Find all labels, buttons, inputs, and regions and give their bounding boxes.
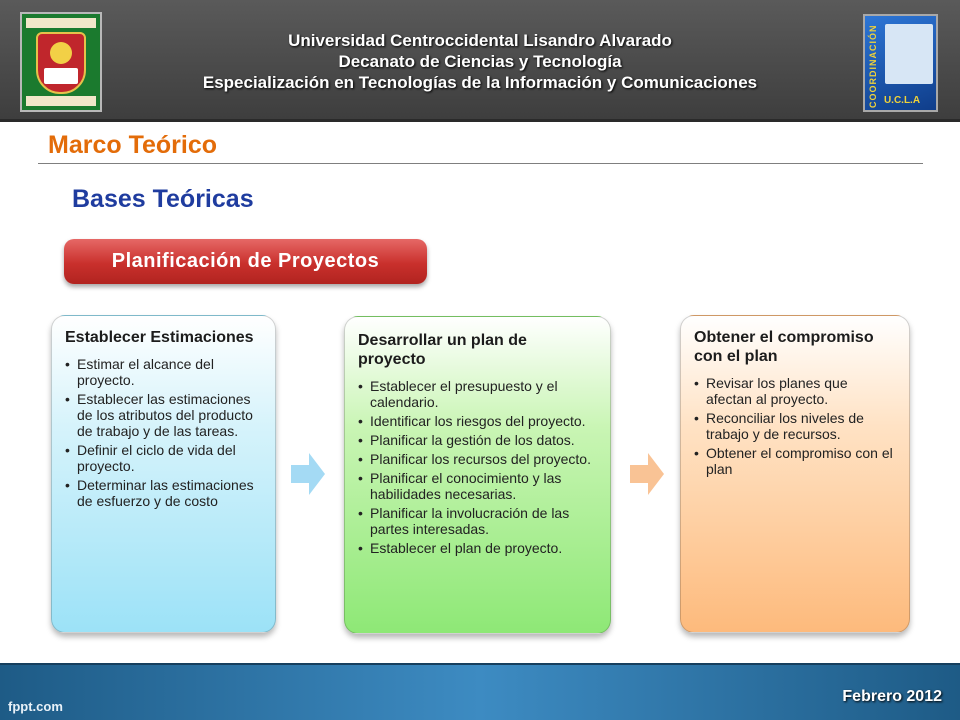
card-list <box>65 356 263 509</box>
footer-date: Febrero 2012 <box>842 688 942 705</box>
logo-top-band <box>26 18 96 28</box>
list-item: • Planificar la gestión de los datos. <box>358 432 598 448</box>
section-title: Marco Teórico <box>48 131 218 159</box>
planning-banner: Planificación de Proyectos <box>64 239 427 284</box>
list-item: • Planificar los recursos del proyecto. <box>358 451 598 467</box>
logo-side-text: COORDINACIÓN <box>868 24 878 108</box>
arrow-right-icon <box>291 453 325 495</box>
faculty-name: Decanato de Ciencias y Tecnología <box>338 52 622 71</box>
postgraduate-logo <box>863 14 938 112</box>
card-title: Establecer Estimaciones <box>65 329 254 346</box>
card-list <box>358 378 598 556</box>
list-item: • Reconciliar los niveles de trabajo y de recursos. <box>694 410 897 442</box>
list-item: • Establecer las estimaciones de los atributos del producto de trabajo y de las tareas. <box>65 391 263 439</box>
card-title: Obtener el compromiso con el plan <box>694 329 874 365</box>
list-item: • Estimar el alcance del proyecto. <box>65 356 263 388</box>
list-item: • Establecer el plan de proyecto. <box>358 540 598 556</box>
list-item: • Establecer el presupuesto y el calendario. <box>358 378 598 410</box>
logo-bottom-band <box>26 96 96 106</box>
title-divider <box>38 163 923 164</box>
card-commitment <box>680 315 910 633</box>
footer-band <box>0 663 960 720</box>
subsection-title: Bases Teóricas <box>72 185 254 213</box>
card-project-plan <box>344 316 611 634</box>
card-title: Desarrollar un plan de proyecto <box>358 332 527 368</box>
list-item: • Planificar la involucración de las partes interesadas. <box>358 505 598 537</box>
university-name: Universidad Centroccidental Lisandro Alvarado <box>288 31 672 50</box>
list-item: • Determinar las estimaciones de esfuerzo y de costo <box>65 477 263 509</box>
list-item: • Identificar los riesgos del proyecto. <box>358 413 598 429</box>
footer-brand[interactable]: fppt.com <box>8 699 63 714</box>
list-item: • Definir el ciclo de vida del proyecto. <box>65 442 263 474</box>
card-estimations <box>51 315 276 633</box>
header-band <box>0 0 960 122</box>
logo-bottom-text: U.C.L.A <box>883 95 921 106</box>
arrow-right-icon <box>630 453 664 495</box>
logo-inner-panel <box>885 24 933 84</box>
list-item: • Obtener el compromiso con el plan <box>694 445 897 477</box>
program-name: Especialización en Tecnologías de la Información y Comunicaciones <box>202 73 758 92</box>
header-titles <box>0 30 960 93</box>
list-item: • Planificar el conocimiento y las habilidades necesarias. <box>358 470 598 502</box>
list-item: • Revisar los planes que afectan al proyecto. <box>694 375 897 407</box>
card-list <box>694 375 897 477</box>
